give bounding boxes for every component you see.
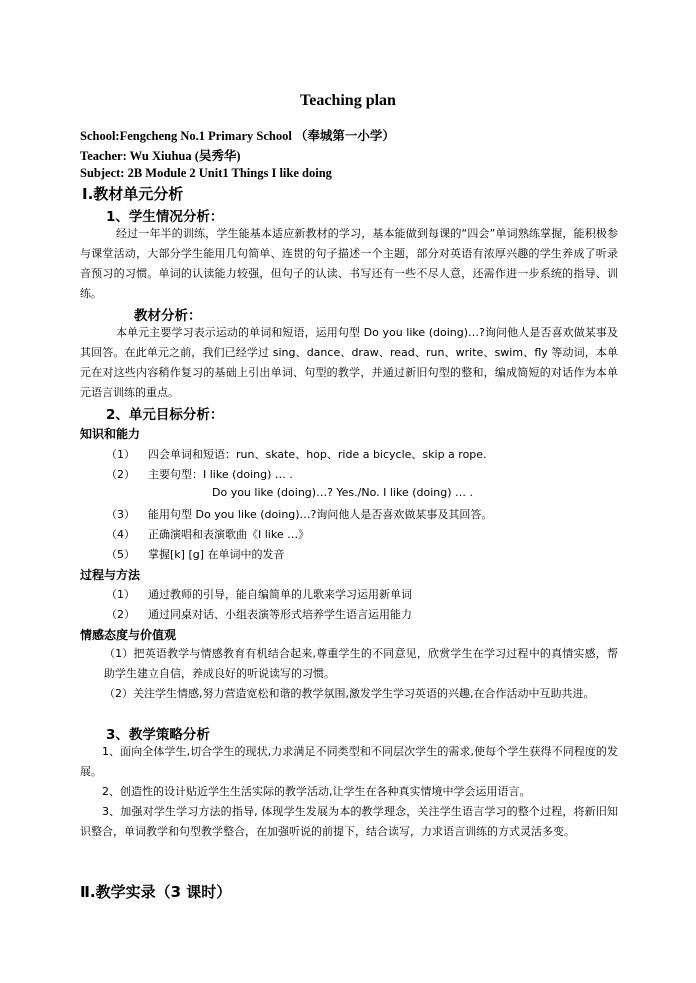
list-item: Do you like (doing)…? Yes./No. I like (doing) … .	[212, 486, 474, 499]
student-analysis-heading: 1、学生情况分析：	[106, 209, 224, 225]
list-item: （5） 掌握[k] [g] 在单词中的发音	[106, 548, 285, 561]
section-1-heading: Ⅰ.教材单元分析	[82, 185, 184, 203]
process-heading: 过程与方法	[80, 568, 141, 582]
knowledge-heading: 知识和能力	[80, 427, 141, 441]
material-analysis-text: 本单元主要学习表示运动的单词和短语，运用句型 Do you like (doing)…?询问他人是否喜欢做某事及其回答。在此单元之前，我们已经学过 sing、dance、draw、read、run、write、swim、fly 等动词，本单元在对这些内容稍作复习的基础上引出单词、句型的教学，并通过新旧句型的整和，编成简短的对话作为本单元语言训练的重点。	[80, 326, 618, 399]
list-item: （4） 正确演唱和表演歌曲《I like …》	[106, 528, 310, 541]
teacher-line: Teacher: Wu Xiuhua (吴秀华)	[80, 149, 241, 163]
strategy-item: 2、创造性的设计贴近学生生活实际的教学活动,让学生在各种真实情境中学会运用语言。	[102, 785, 531, 798]
strategy-item: 3、加强对学生学习方法的指导, 体现学生发展为本的教学理念，关注学生语言学习的整个过程，将新旧知识整合，单词教学和句型教学整合，在加强听说的前提下，结合读写，力求语言训练的方式灵活多变。	[80, 805, 618, 838]
subject-line: Subject: 2B Module 2 Unit1 Things I like doing	[80, 166, 332, 180]
strategy-item: 1、面向全体学生,切合学生的现状,力求满足不同类型和不同层次学生的需求,使每个学生获得不同程度的发展。	[80, 745, 618, 778]
list-item: （2） 通过同桌对话、小组表演等形式培养学生语言运用能力	[106, 608, 412, 621]
list-item: （2） 主要句型：I like (doing) … .	[106, 468, 293, 481]
school-line: School:Fengcheng No.1 Primary School （奉城第一小学）	[80, 129, 395, 143]
section-2-heading: Ⅱ.教学实录（3 课时）	[80, 883, 232, 901]
material-analysis-heading: 教材分析：	[134, 308, 202, 324]
list-item: （3） 能用句型 Do you like (doing)…?询问他人是否喜欢做某事及其回答。	[106, 508, 493, 521]
strategy-heading: 3、教学策略分析	[106, 727, 210, 743]
student-analysis-text: 经过一年半的训练，学生能基本适应新教材的学习，基本能做到每课的“四会”单词熟练掌握，能积极参与课堂活动，大部分学生能用几句简单、连贯的句子描述一个主题，部分对英语有浓厚兴趣的学生养成了听录音预习的习惯。单词的认读能力较强，但句子的认读、书写还有一些不尽人意，还需作进一步系统的指导、训练。	[80, 227, 618, 300]
emotion-heading: 情感态度与价值观	[80, 628, 177, 642]
emotion-item: （1）把英语教学与情感教育有机结合起来,尊重学生的不同意见，欣赏学生在学习过程中的真情实感，帮助学生建立自信，养成良好的听说读写的习惯。	[104, 647, 618, 680]
document-title: Teaching plan	[300, 92, 396, 109]
list-item: （1） 通过教师的引导，能自编简单的儿歌来学习运用新单词	[106, 588, 412, 601]
list-item: （1） 四会单词和短语：run、skate、hop、ride a bicycle、skip a rope.	[106, 448, 487, 461]
unit-goals-heading: 2、单元目标分析：	[106, 407, 224, 423]
emotion-item: （2）关注学生情感,努力营造宽松和谐的教学氛围,激发学生学习英语的兴趣,在合作活动中互助共进。	[104, 687, 595, 700]
